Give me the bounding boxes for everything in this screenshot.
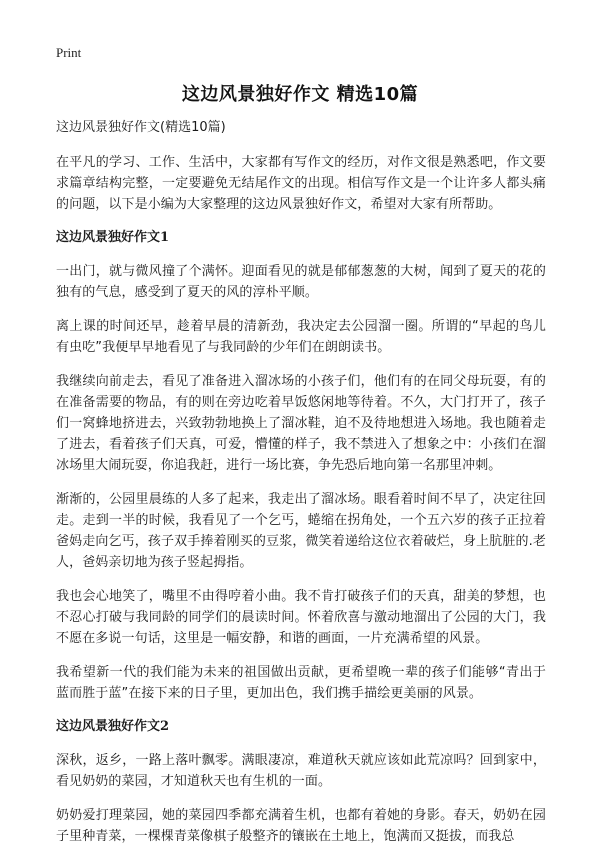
paragraph: 奶奶爱打理菜园，她的菜园四季都充满着生机，也都有着她的身影。春天，奶奶在园子里种青菜，一棵棵青菜像棋子般整齐的镶嵌在土地上，饱满而又挺拔，而我总	[56, 808, 546, 844]
article-subtitle: 这边风景独好作文(精选10篇)	[56, 120, 226, 135]
print-link[interactable]: Print	[56, 45, 82, 60]
section-heading: 这边风景独好作文1	[56, 230, 170, 245]
intro-paragraph: 在平凡的学习、工作、生活中，大家都有写作文的经历，对作文很是熟悉吧，作文要求篇章结构完整，一定要避免无结尾作文的出现。相信写作文是一个让许多人都头痛的问题，以下是小编为大家整理的这边风景独好作文，希望对大家有所帮助。	[56, 155, 546, 212]
paragraph: 我希望新一代的我们能为未来的祖国做出贡献，更希望晚一辈的孩子们能够“青出于蓝而胜于蓝”在接下来的日子里，更加出色，我们携手描绘更美丽的风景。	[56, 665, 546, 701]
paragraph: 一出门，就与微风撞了个满怀。迎面看见的就是郁郁葱葱的大树，闻到了夏天的花的独有的气息，感受到了夏天的风的淳朴平顺。	[56, 264, 546, 300]
paragraph: 渐渐的，公园里晨练的人多了起来，我走出了溜冰场。眼看着时间不早了，决定往回走。走到一半的时候，我看见了一个乞丐，蜷缩在拐角处，一个五六岁的孩子正拉着爸妈走向乞丐，孩子双手捧着刚买的豆浆，微笑着递给这位衣着破烂，身上肮脏的.老人，爸妈亲切地为孩子竖起拇指。	[56, 492, 546, 570]
paragraph: 离上课的时间还早，趁着早晨的清新劲，我决定去公园溜一圈。所谓的“早起的鸟儿有虫吃”我便早早地看见了与我同龄的少年们在朗朗读书。	[56, 319, 546, 355]
section-1	[56, 228, 546, 704]
paragraph: 我也会心地笑了，嘴里不由得哼着小曲。我不肯打破孩子们的天真，甜美的梦想，也不忍心打破与我同龄的同学们的晨读时间。怀着欣喜与激动地溜出了公园的大门，我不愿在多说一句话，这里是一幅安静，和谐的画面，一片充满希望的风景。	[56, 589, 546, 646]
article-body	[56, 118, 546, 860]
page-title: 这边风景独好作文 精选10篇	[181, 84, 419, 105]
paragraph: 我继续向前走去，看见了准备进入溜冰场的小孩子们，他们有的在同父母玩耍，有的在准备需要的物品，有的则在旁边吃着早饭悠闲地等待着。不久，大门打开了，孩子们一窝蜂地挤进去，兴致勃勃地换上了溜冰鞋，迫不及待地想进入场地。我也随着走了进去，看着孩子们天真，可爱，懵懂的样子，我不禁进入了想象之中：小孩们在溜冰场里大闹玩耍，你追我赶，进行一场比赛，争先恐后地向第一名那里冲刺。	[56, 374, 546, 473]
section-heading: 这边风景独好作文2	[56, 719, 170, 734]
paragraph: 深秋，返乡，一路上落叶飘零。满眼凄凉，难道秋天就应该如此荒凉吗？回到家中，看见奶奶的菜园，才知道秋天也有生机的一面。	[56, 753, 546, 789]
